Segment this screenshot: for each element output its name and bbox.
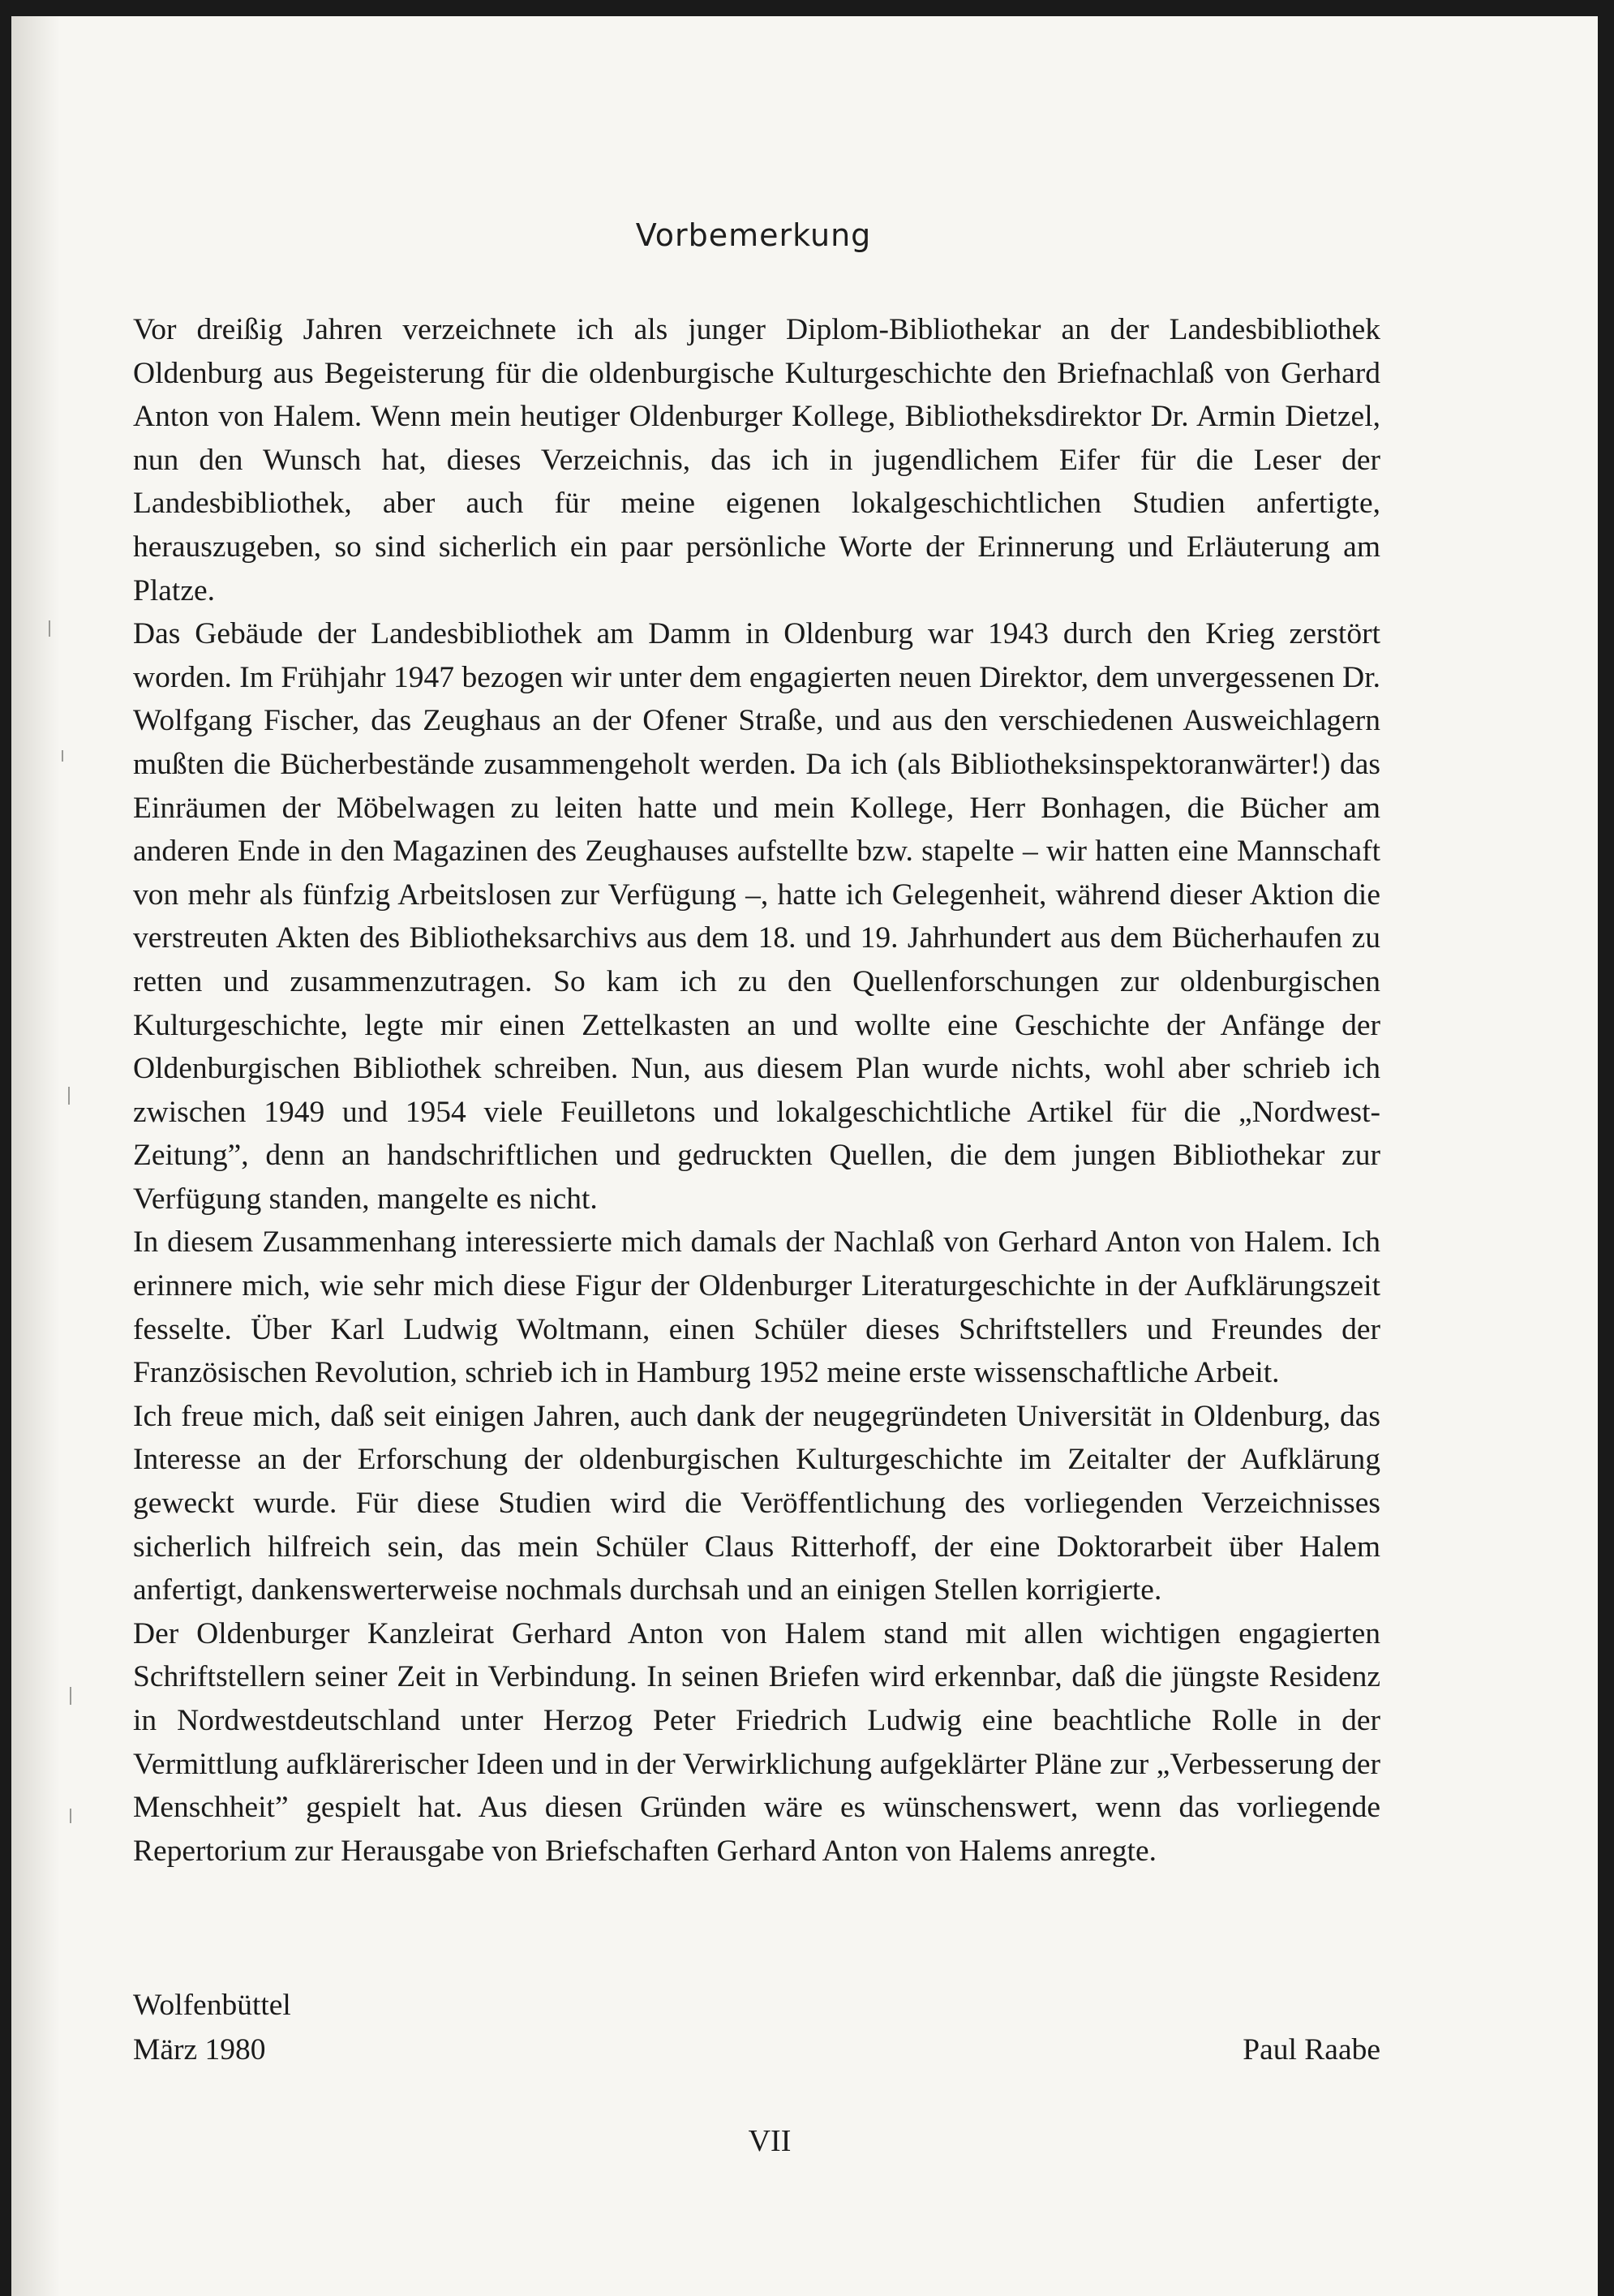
paragraph: Das Gebäude der Landesbibliothek am Damm in Oldenburg war 1943 durch den Krieg zerstört worden. Im Frühjahr 1947 bezogen wir unter dem engagierten neuen Direktor, dem unvergessenen Dr. Wolfgang Fischer, das Zeughaus an der Ofener Straße, und aus den verschiedenen Ausweichlagern mußten die Bücherbestände zusammengeholt werden. Da ich (als Bibliotheksinspektoranwärter!) das Einräumen der Möbelwagen zu leiten hatte und mein Kollege, Herr Bonhagen, die Bücher am anderen Ende in den Magazinen des Zeughauses aufstellte bzw. stapelte – wir hatten eine Mannschaft von mehr als fünfzig Arbeitslosen zur Verfügung –, hatte ich Gelegenheit, während dieser Aktion die verstreuten Akten des Bibliotheksarchivs aus dem 18. und 19. Jahrhundert aus dem Bücherhaufen zu retten und zusammenzutragen. So kam ich zu den Quellenforschungen zur oldenburgischen Kulturgeschichte, legte mir einen Zettelkasten an und wollte eine Geschichte der Anfänge der Oldenburgischen Bibliothek schreiben. Nun, aus diesem Plan wurde nichts, wohl aber schrieb ich zwischen 1949 und 1954 viele Feuilletons und lokalgeschichtliche Artikel für die „Nordwest-Zeitung”, denn an handschriftlichen und gedruckten Quellen, die dem jungen Bibliothekar zur Verfügung standen, mangelte es nicht. [133,617,1380,1216]
scan-mark [70,1687,71,1705]
paragraph: In diesem Zusammenhang interessierte mich damals der Nachlaß von Gerhard Anton von Halem. Ich erinnere mich, wie sehr mich diese Figur der Oldenburger Literaturgeschichte in der Aufklärungszeit fesselte. Über Karl Ludwig Woltmann, einen Schüler dieses Schriftstellers und Freundes der Französischen Revolution, schrieb ich in Hamburg 1952 meine erste wissenschaftliche Arbeit. [133,1225,1380,1390]
paragraph: Ich freue mich, daß seit einigen Jahren, auch dank der neugegründeten Universität in Oldenburg, das Interesse an der Erforschung der oldenburgischen Kulturgeschichte im Zeitalter der Aufklärung geweckt wurde. Für diese Studien wird die Veröffentlichung des vorliegenden Verzeichnisses sicherlich hilfreich sein, das mein Schüler Claus Ritterhoff, der eine Doktorarbeit über Halem anfertigt, dankenswerterweise nochmals durchsah und an einigen Stellen korrigierte. [133,1399,1380,1607]
document-page [11,16,1598,2296]
scan-mark [62,750,63,762]
date: März 1980 [133,2033,266,2066]
date-author-row [133,2028,1380,2072]
paragraph: Der Oldenburger Kanzleirat Gerhard Anton von Halem stand mit allen wichtigen engagierten Schriftstellern seiner Zeit in Verbindung. In seinen Briefen wird erkennbar, daß die jüngste Residenz in Nordwestdeutschland unter Herzog Peter Friedrich Ludwig eine beachtliche Rolle in der Vermittlung aufklärerischer Ideen und in der Verwirklichung aufgeklärter Pläne zur „Verbesserung der Menschheit” gespielt hat. Aus diesen Gründen wäre es wünschenswert, wenn das vorliegende Repertorium zur Herausgabe von Briefschaften Gerhard Anton von Halems anregte. [133,1616,1380,1868]
signature-block [133,1983,1380,2072]
body-text [133,308,1380,1873]
page-number: VII [748,2124,792,2158]
place: Wolfenbüttel [133,1989,291,2022]
scan-mark [68,1087,70,1105]
scan-mark [70,1809,71,1823]
author-name: Paul Raabe [1243,2033,1380,2066]
scan-mark [49,620,50,637]
page-title: Vorbemerkung [635,217,872,253]
paragraph: Vor dreißig Jahren verzeichnete ich als junger Diplom-Bibliothekar an der Landesbibliothek Oldenburg aus Begeisterung für die oldenburgische Kulturgeschichte den Briefnachlaß von Gerhard Anton von Halem. Wenn mein heutiger Oldenburger Kollege, Bibliotheksdirektor Dr. Armin Dietzel, nun den Wunsch hat, dieses Verzeichnis, das ich in jugendlichem Eifer für die Leser der Landesbibliothek, aber auch für meine eigenen lokalgeschichtlichen Studien anfertigte, herauszugeben, so sind sicherlich ein paar persönliche Worte der Erinnerung und Erläuterung am Platze. [133,313,1380,607]
